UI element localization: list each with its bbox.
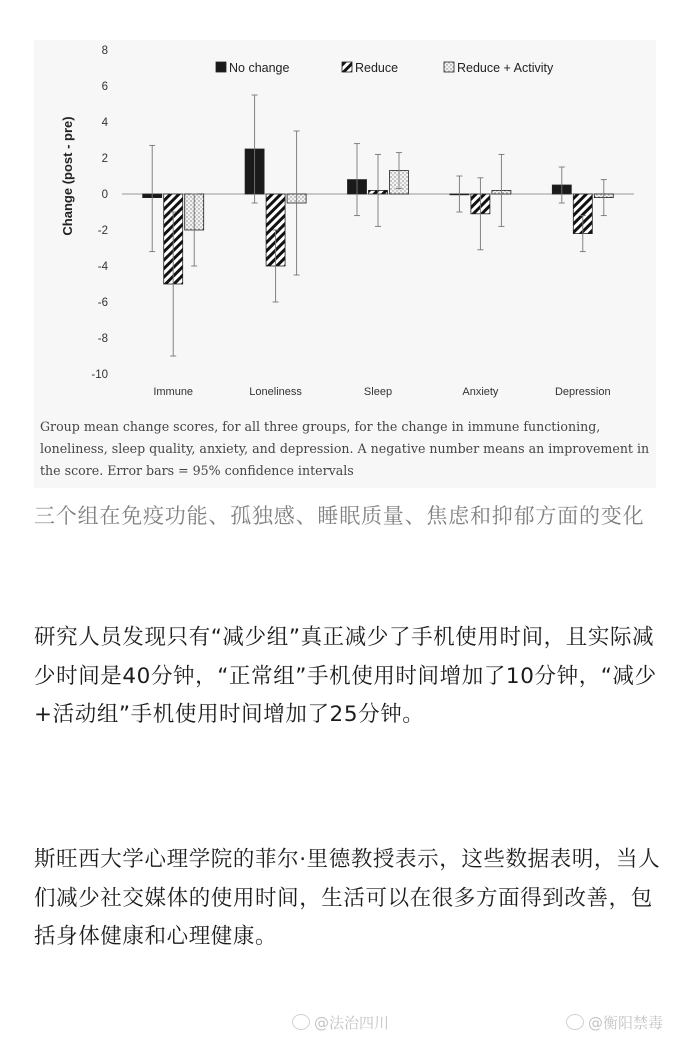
y-ticks: [91, 45, 108, 381]
y-tick-label: 6: [101, 81, 108, 93]
watermark-1-text: @法治四川: [314, 1014, 390, 1032]
error-bars: [149, 95, 607, 356]
x-tick-label: Anxiety: [462, 386, 499, 398]
legend-swatch-solid: [216, 62, 226, 72]
legend-label: Reduce + Activity: [457, 61, 554, 75]
legend-label: No change: [229, 61, 290, 75]
watermark-1: [292, 1012, 389, 1033]
y-tick-label: -8: [97, 333, 108, 345]
y-tick-label: -10: [91, 369, 108, 381]
weibo-icon: [292, 1014, 310, 1030]
legend-label: Reduce: [355, 61, 399, 75]
x-tick-label: Loneliness: [249, 386, 302, 398]
legend-swatch-dotted: [444, 62, 454, 72]
bar-chart: [34, 40, 656, 410]
x-tick-label: Immune: [153, 386, 194, 398]
figure-card: [34, 40, 656, 488]
watermark-2-text: @衡阳禁毒: [588, 1014, 664, 1032]
y-axis-label-group: [60, 116, 75, 235]
y-tick-label: 8: [101, 45, 108, 57]
x-tick-labels: [153, 386, 610, 398]
y-tick-label: 4: [101, 117, 108, 129]
legend-swatch-diagonal-stripes: [342, 62, 352, 72]
y-tick-label: -6: [97, 297, 108, 309]
paragraph-2: 斯旺西大学心理学院的菲尔·里德教授表示，这些数据表明，当人们减少社交媒体的使用时间，生活可以在很多方面得到改善，包括身体健康和心理健康。: [34, 847, 661, 949]
legend: [216, 61, 554, 75]
y-tick-label: -4: [97, 261, 108, 273]
y-tick-label: 2: [101, 153, 108, 165]
figure-caption: Group mean change scores, for all three groups, for the change in immune functioning, loneliness, sleep quality, anxiety, and depression. A negative number means an improvement in the score. Error bars = 95% confidence intervals: [40, 419, 650, 478]
x-tick-label: Depression: [554, 386, 611, 398]
paragraph-1: 研究人员发现只有“减少组”真正减少了手机使用时间，且实际减少时间是40分钟，“正常组”手机使用时间增加了10分钟，“减少+活动组”手机使用时间增加了25分钟。: [34, 625, 657, 727]
x-tick-label: Sleep: [363, 386, 393, 398]
y-tick-label: -2: [97, 225, 108, 237]
image-caption: 三个组在免疫功能、孤独感、睡眠质量、焦虑和抑郁方面的变化: [34, 504, 645, 528]
y-tick-label: 0: [101, 189, 108, 201]
watermark-2: [566, 1012, 663, 1033]
weibo-icon: [566, 1014, 584, 1030]
y-axis-label: Change (post - pre): [60, 116, 75, 236]
